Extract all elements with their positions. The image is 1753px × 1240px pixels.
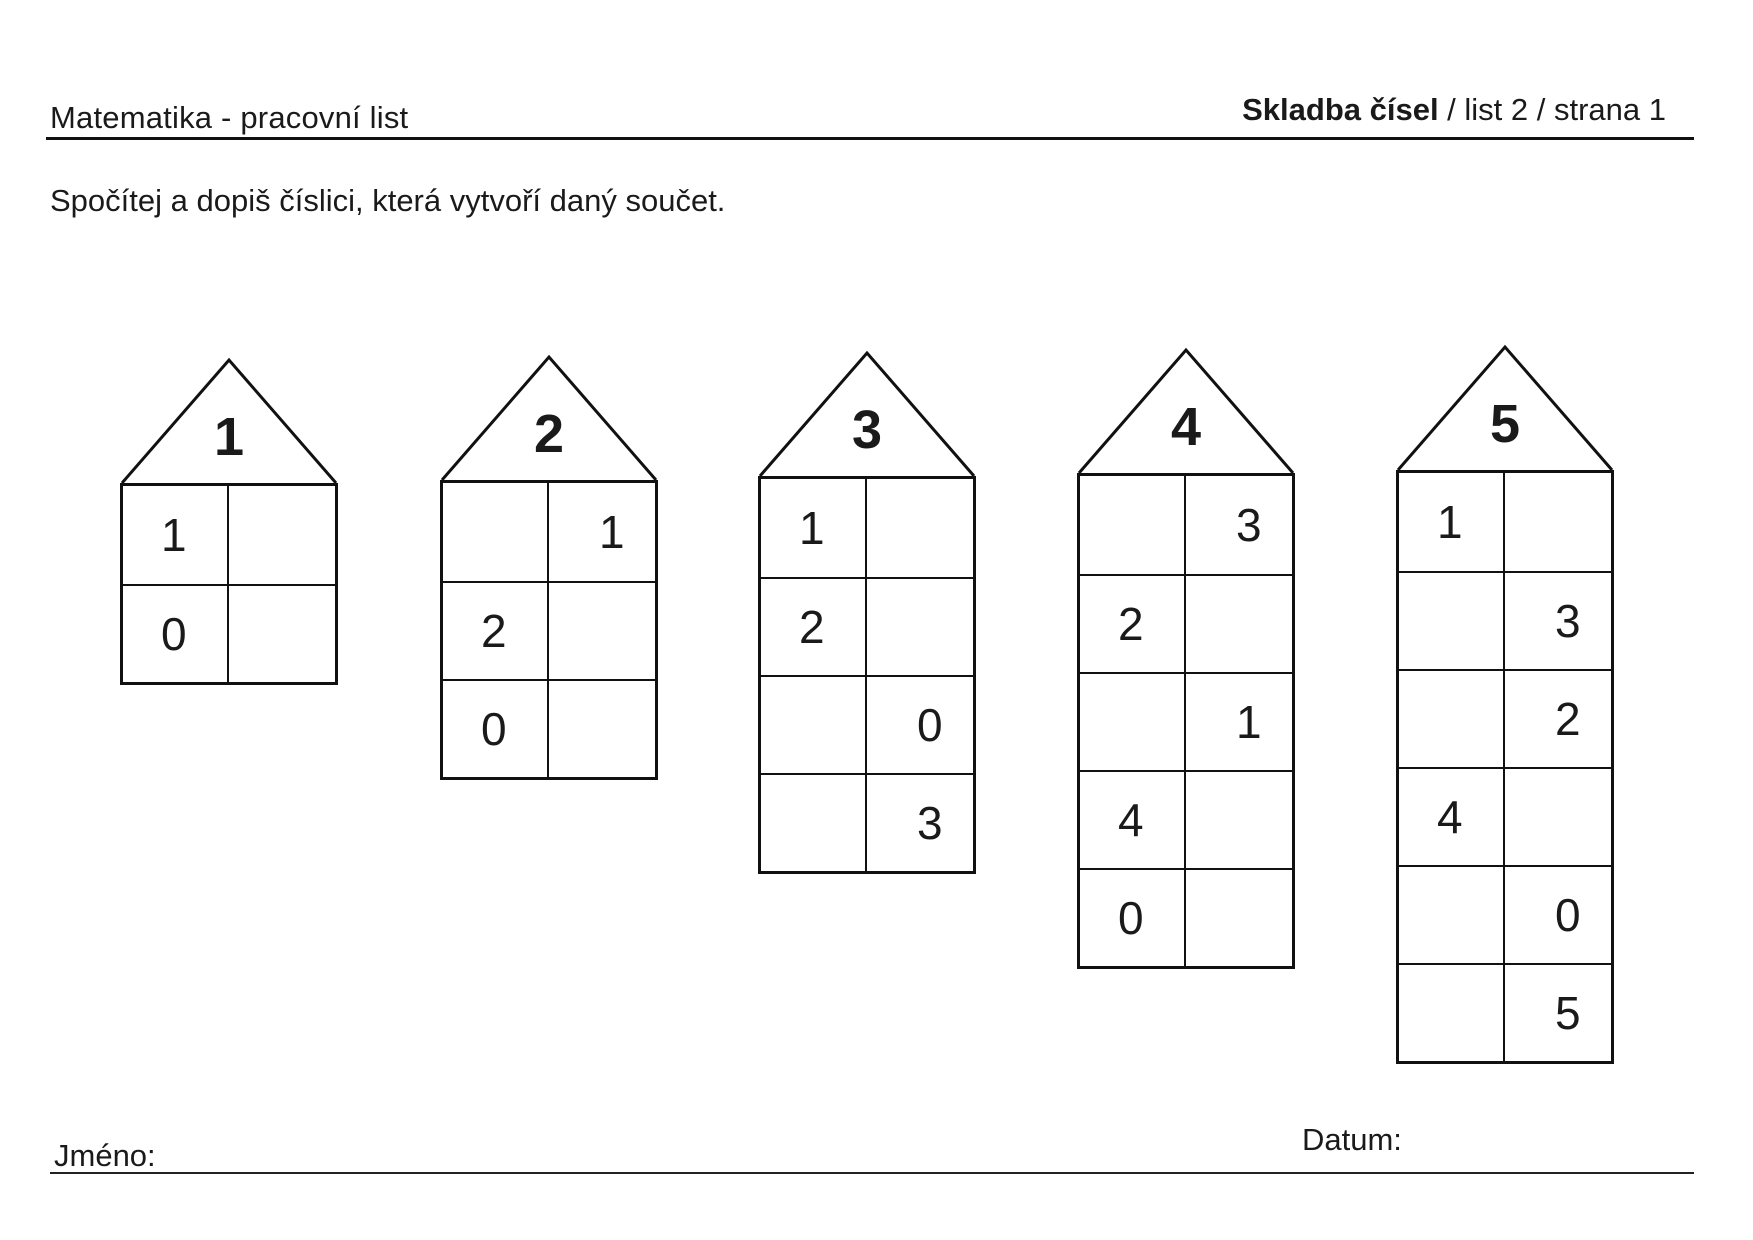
blank-answer-cell[interactable]: [1186, 576, 1292, 672]
grid-row: [443, 679, 655, 777]
number-cell: 0: [917, 699, 943, 751]
blank-answer-cell[interactable]: [1080, 476, 1186, 574]
header-subject: Matematika - pracovní list: [50, 100, 409, 135]
number-cell: 0: [1080, 870, 1186, 966]
number-cell: 1: [1236, 696, 1262, 748]
house-grid: [120, 483, 338, 685]
blank-answer-cell[interactable]: [761, 775, 867, 871]
number-cell: 5: [1555, 987, 1581, 1039]
blank-answer-cell[interactable]: [1505, 473, 1611, 571]
grid-row: [1399, 963, 1611, 1061]
grid-row: [1080, 672, 1292, 770]
name-label: Jméno:: [54, 1138, 156, 1173]
grid-row: [123, 486, 335, 584]
blank-answer-cell[interactable]: [1080, 674, 1186, 770]
header-topic-bold: Skladba čísel: [1242, 92, 1439, 127]
number-cell: 4: [1399, 769, 1505, 865]
blank-answer-cell[interactable]: [867, 579, 973, 675]
grid-row: [1080, 574, 1292, 672]
house-sum: 3: [851, 400, 883, 460]
blank-answer-cell[interactable]: [229, 486, 335, 584]
blank-answer-cell[interactable]: [443, 483, 549, 581]
header-topic-rest: / list 2 / strana 1: [1438, 92, 1666, 127]
house-grid: [758, 476, 976, 874]
header-topic: [1242, 92, 1666, 128]
date-label: Datum:: [1302, 1122, 1402, 1157]
blank-answer-cell[interactable]: [1399, 671, 1505, 767]
grid-row: [761, 773, 973, 871]
instruction-text: Spočítej a dopiš číslici, která vytvoří daný součet.: [50, 183, 726, 218]
number-cell: 3: [1236, 499, 1262, 551]
grid-row: [1399, 571, 1611, 669]
number-cell: 2: [761, 579, 867, 675]
number-cell: 3: [917, 797, 943, 849]
blank-answer-cell[interactable]: [1399, 965, 1505, 1061]
blank-answer-cell[interactable]: [1186, 772, 1292, 868]
blank-answer-cell[interactable]: [229, 586, 335, 682]
number-cell: 0: [1555, 889, 1581, 941]
blank-answer-cell[interactable]: [549, 583, 655, 679]
grid-row: [1399, 669, 1611, 767]
footer-rule: [50, 1172, 1694, 1174]
blank-answer-cell[interactable]: [549, 681, 655, 777]
number-cell: 2: [443, 583, 549, 679]
house-sum: 1: [213, 407, 245, 467]
blank-answer-cell[interactable]: [867, 479, 973, 577]
house-grid: [1396, 470, 1614, 1064]
number-cell: 1: [123, 486, 229, 584]
header-rule: [46, 137, 1694, 140]
number-cell: 0: [443, 681, 549, 777]
grid-row: [1399, 767, 1611, 865]
grid-row: [1080, 476, 1292, 574]
blank-answer-cell[interactable]: [1399, 867, 1505, 963]
grid-row: [443, 581, 655, 679]
number-cell: 1: [1399, 473, 1505, 571]
house-sum: 5: [1489, 394, 1521, 454]
blank-answer-cell[interactable]: [1505, 769, 1611, 865]
grid-row: [761, 577, 973, 675]
grid-row: [1399, 473, 1611, 571]
house-grid: [1077, 473, 1295, 969]
grid-row: [1080, 770, 1292, 868]
grid-row: [443, 483, 655, 581]
grid-row: [1080, 868, 1292, 966]
house-grid: [440, 480, 658, 780]
house-sum: 2: [533, 404, 565, 464]
grid-row: [123, 584, 335, 682]
number-cell: 2: [1555, 693, 1581, 745]
grid-row: [1399, 865, 1611, 963]
number-cell: 1: [761, 479, 867, 577]
number-cell: 3: [1555, 595, 1581, 647]
number-cell: 1: [599, 506, 625, 558]
number-cell: 4: [1080, 772, 1186, 868]
blank-answer-cell[interactable]: [1186, 870, 1292, 966]
blank-answer-cell[interactable]: [1399, 573, 1505, 669]
number-cell: 2: [1080, 576, 1186, 672]
blank-answer-cell[interactable]: [761, 677, 867, 773]
grid-row: [761, 675, 973, 773]
number-cell: 0: [123, 586, 229, 682]
house-sum: 4: [1170, 397, 1202, 457]
grid-row: [761, 479, 973, 577]
